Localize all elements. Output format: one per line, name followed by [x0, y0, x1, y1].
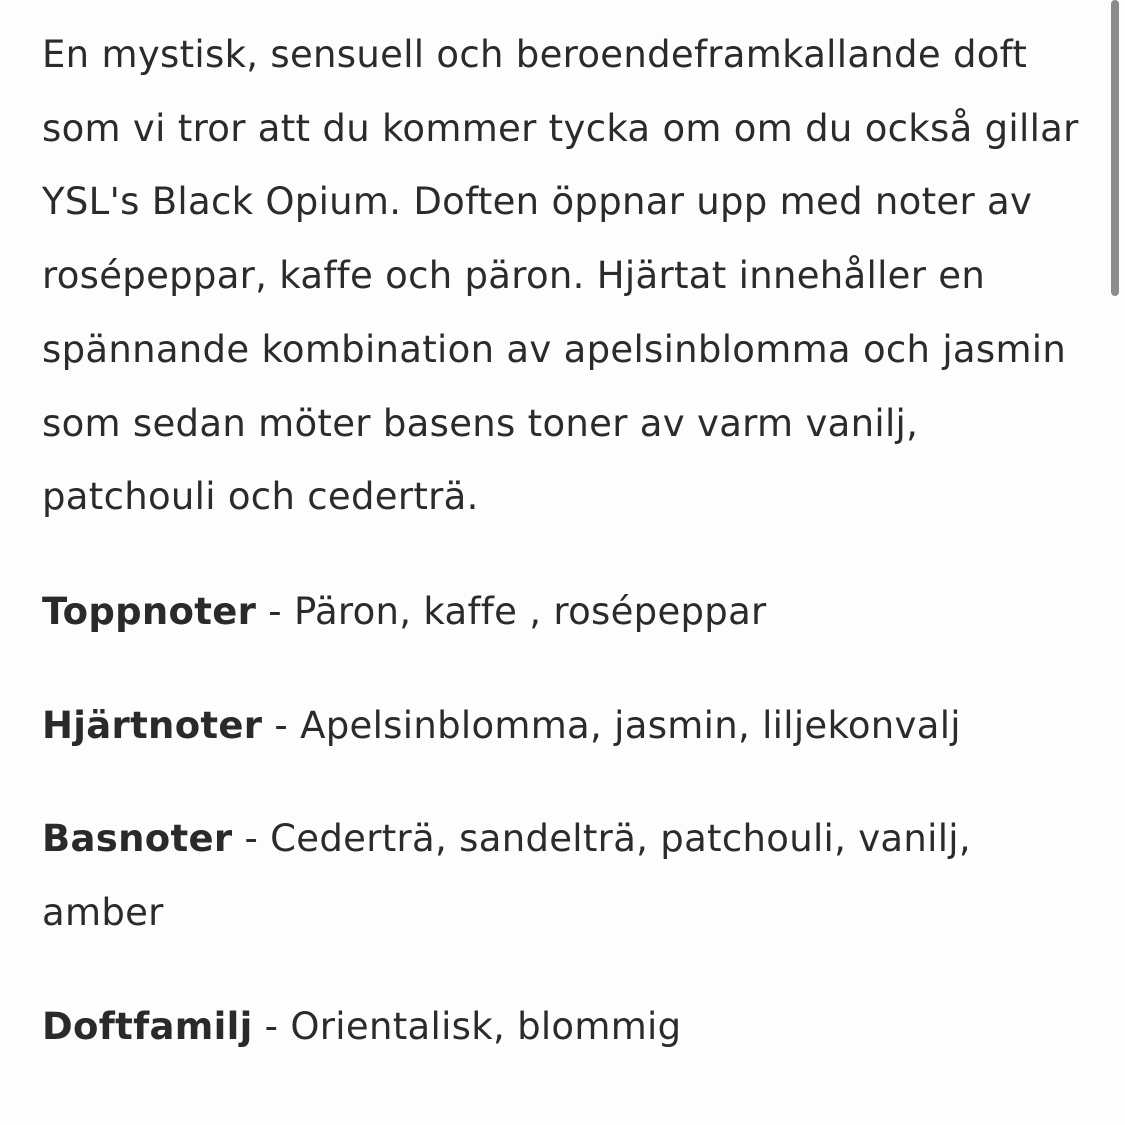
- scrollbar-track[interactable]: [1105, 0, 1125, 1125]
- base-notes-separator: -: [232, 817, 271, 861]
- base-notes-row: [42, 802, 1082, 949]
- heart-notes-row: [42, 689, 1082, 763]
- description-text: En mystisk, sensuell och beroendeframkallande doft som vi tror att du kommer tycka om om du också gillar YSL's Black Opium. Doften öppnar upp med noter av rosépeppar, kaffe och päron. Hjärtat innehåller en spännande kombination av apelsinblomma och jasmin som sedan möter basens toner av varm vanilj, patchouli och cederträ.: [42, 33, 1079, 519]
- top-notes-label: Toppnoter: [42, 589, 257, 633]
- base-notes-label: Basnoter: [42, 817, 233, 861]
- top-notes-separator: -: [256, 589, 294, 633]
- fragrance-family-label: Doftfamilj: [42, 1004, 253, 1048]
- base-notes-value: Cederträ, sandelträ, patchouli, vanilj, amber: [42, 817, 971, 935]
- fragrance-family-value: Orientalisk, blommig: [290, 1004, 682, 1048]
- content-area: [42, 18, 1082, 1063]
- top-notes-value: Päron, kaffe , rosépeppar: [294, 589, 767, 633]
- top-notes-row: [42, 575, 1082, 649]
- fragrance-family-separator: -: [252, 1004, 291, 1048]
- heart-notes-separator: -: [262, 703, 301, 747]
- heart-notes-value: Apelsinblomma, jasmin, liljekonvalj: [300, 703, 961, 747]
- fragrance-notes: [42, 575, 1082, 1064]
- heart-notes-label: Hjärtnoter: [42, 703, 263, 747]
- scrollbar-thumb[interactable]: [1111, 0, 1119, 296]
- fragrance-family-row: [42, 990, 1082, 1064]
